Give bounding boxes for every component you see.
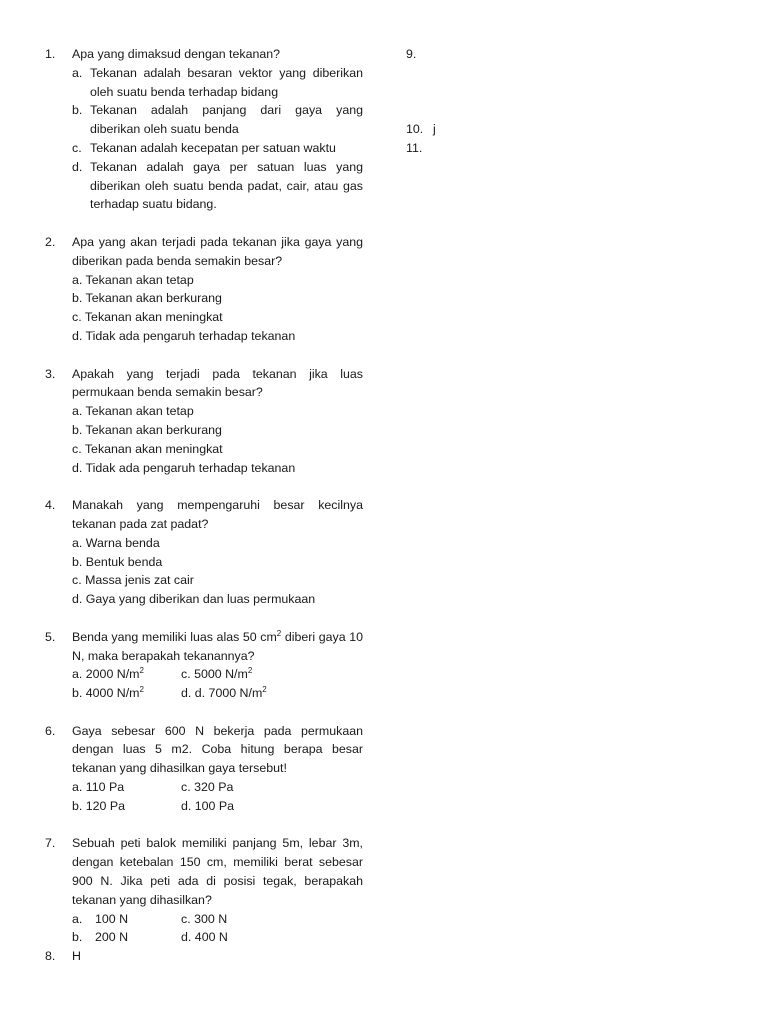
question-number: 10. — [406, 122, 424, 137]
option-d: d. Gaya yang diberikan dan luas permukaan — [72, 592, 316, 607]
option-b: b. 4000 $N/m^2$ — [72, 685, 144, 701]
option-c: c. Tekanan akan meningkat — [72, 310, 223, 325]
spacer — [406, 64, 606, 83]
option-d: d. Tekanan adalah gaya per satuan luas yang diberikan oleh suatu benda padat, cair, atau gas terhadap suatu bidang. — [72, 159, 363, 212]
question-text: Manakah yang mempengaruhi besar kecilnya tekanan pada zat padat? — [72, 498, 363, 531]
question-number: 4. — [45, 498, 56, 513]
left-column — [45, 45, 363, 966]
question-number: 11. — [406, 140, 423, 155]
question-number: 9. — [406, 47, 417, 61]
option-b: b. Tekanan akan berkurang — [72, 291, 222, 306]
question-2 — [45, 233, 363, 346]
option-d: d. 100 Pa — [181, 798, 235, 813]
options-grid — [72, 665, 363, 703]
question-7 — [45, 834, 363, 947]
question-number: 5. — [45, 629, 56, 644]
option-b: b. Tekanan akan berkurang — [72, 422, 222, 437]
option-a: a. Tekanan akan tetap — [72, 404, 194, 419]
option-a: a. 100 N — [72, 911, 129, 926]
option-d: d. d. 7000 $N/m^2$ — [181, 685, 267, 701]
option-c: c. Tekanan adalah kecepatan per satuan waktu — [72, 140, 336, 155]
option-b: b. Bentuk benda — [72, 554, 163, 569]
option-c: c. Massa jenis zat cair — [72, 573, 194, 588]
question-6 — [45, 722, 363, 816]
option-a: a. Tekanan adalah besaran vektor yang diberikan oleh suatu benda terhadap bidang — [72, 65, 363, 99]
option-c: c. 300 N — [181, 911, 228, 926]
option-c: c. Tekanan akan meningkat — [72, 441, 223, 456]
question-11 — [406, 139, 606, 158]
spacer — [406, 83, 606, 102]
options-grid — [72, 778, 363, 816]
question-number: 3. — [45, 366, 56, 381]
option-b: b. 120 Pa — [72, 798, 126, 813]
question-text: H — [72, 949, 81, 964]
option-a: a. Warna benda — [72, 535, 160, 550]
question-number: 2. — [45, 234, 56, 249]
option-b: b. 200 N — [72, 930, 129, 945]
option-d: d. 400 N — [181, 930, 228, 945]
question-text: Apakah yang terjadi pada tekanan jika luas permukaan benda semakin besar? — [72, 366, 363, 400]
question-8 — [45, 947, 363, 966]
options-list — [72, 64, 363, 214]
option-c: c. 320 Pa — [181, 780, 234, 795]
question-text: Sebuah peti balok memiliki panjang 5m, lebar 3m, dengan ketebalan 150 cm, memiliki berat sebesar 900 N. Jika peti ada di posisi tegak, berapakah tekanan yang dihasilkan? — [72, 836, 363, 907]
question-number: 7. — [45, 836, 56, 851]
question-text: j — [433, 122, 436, 137]
question-text: Apa yang dimaksud dengan tekanan? — [72, 47, 281, 61]
question-4 — [45, 496, 363, 609]
option-d: d. Tidak ada pengaruh terhadap tekanan — [72, 328, 296, 343]
question-text: Apa yang akan terjadi pada tekanan jika gaya yang diberikan pada benda semakin besar? — [72, 234, 363, 268]
options-grid — [72, 910, 363, 948]
option-a: a. Tekanan akan tetap — [72, 272, 194, 287]
spacer — [406, 101, 606, 120]
question-number: 8. — [45, 949, 56, 964]
question-9 — [406, 45, 606, 64]
question-1 — [45, 45, 363, 214]
option-a: a. 110 Pa — [72, 780, 125, 795]
option-a: a. 2000 $N/m^2$ — [72, 666, 144, 682]
option-c: c. 5000 $N/m^2$ — [181, 666, 253, 682]
option-b: b. Tekanan adalah panjang dari gaya yang diberikan oleh suatu benda — [72, 103, 363, 137]
question-text: Benda yang memiliki luas alas 50 $cm^2$ diberi gaya 10 N, maka berapakah tekanannya? — [72, 628, 363, 663]
option-d: d. Tidak ada pengaruh terhadap tekanan — [72, 460, 296, 475]
question-number: 6. — [45, 723, 56, 738]
question-5 — [45, 628, 363, 703]
question-text: Gaya sebesar 600 N bekerja pada permukaan dengan luas 5 m2. Coba hitung berapa besar tekanan yang dihasilkan gaya tersebut! — [72, 723, 363, 776]
question-10 — [406, 120, 606, 139]
question-number: 1. — [45, 47, 56, 61]
question-3 — [45, 365, 363, 478]
right-column — [406, 45, 606, 158]
